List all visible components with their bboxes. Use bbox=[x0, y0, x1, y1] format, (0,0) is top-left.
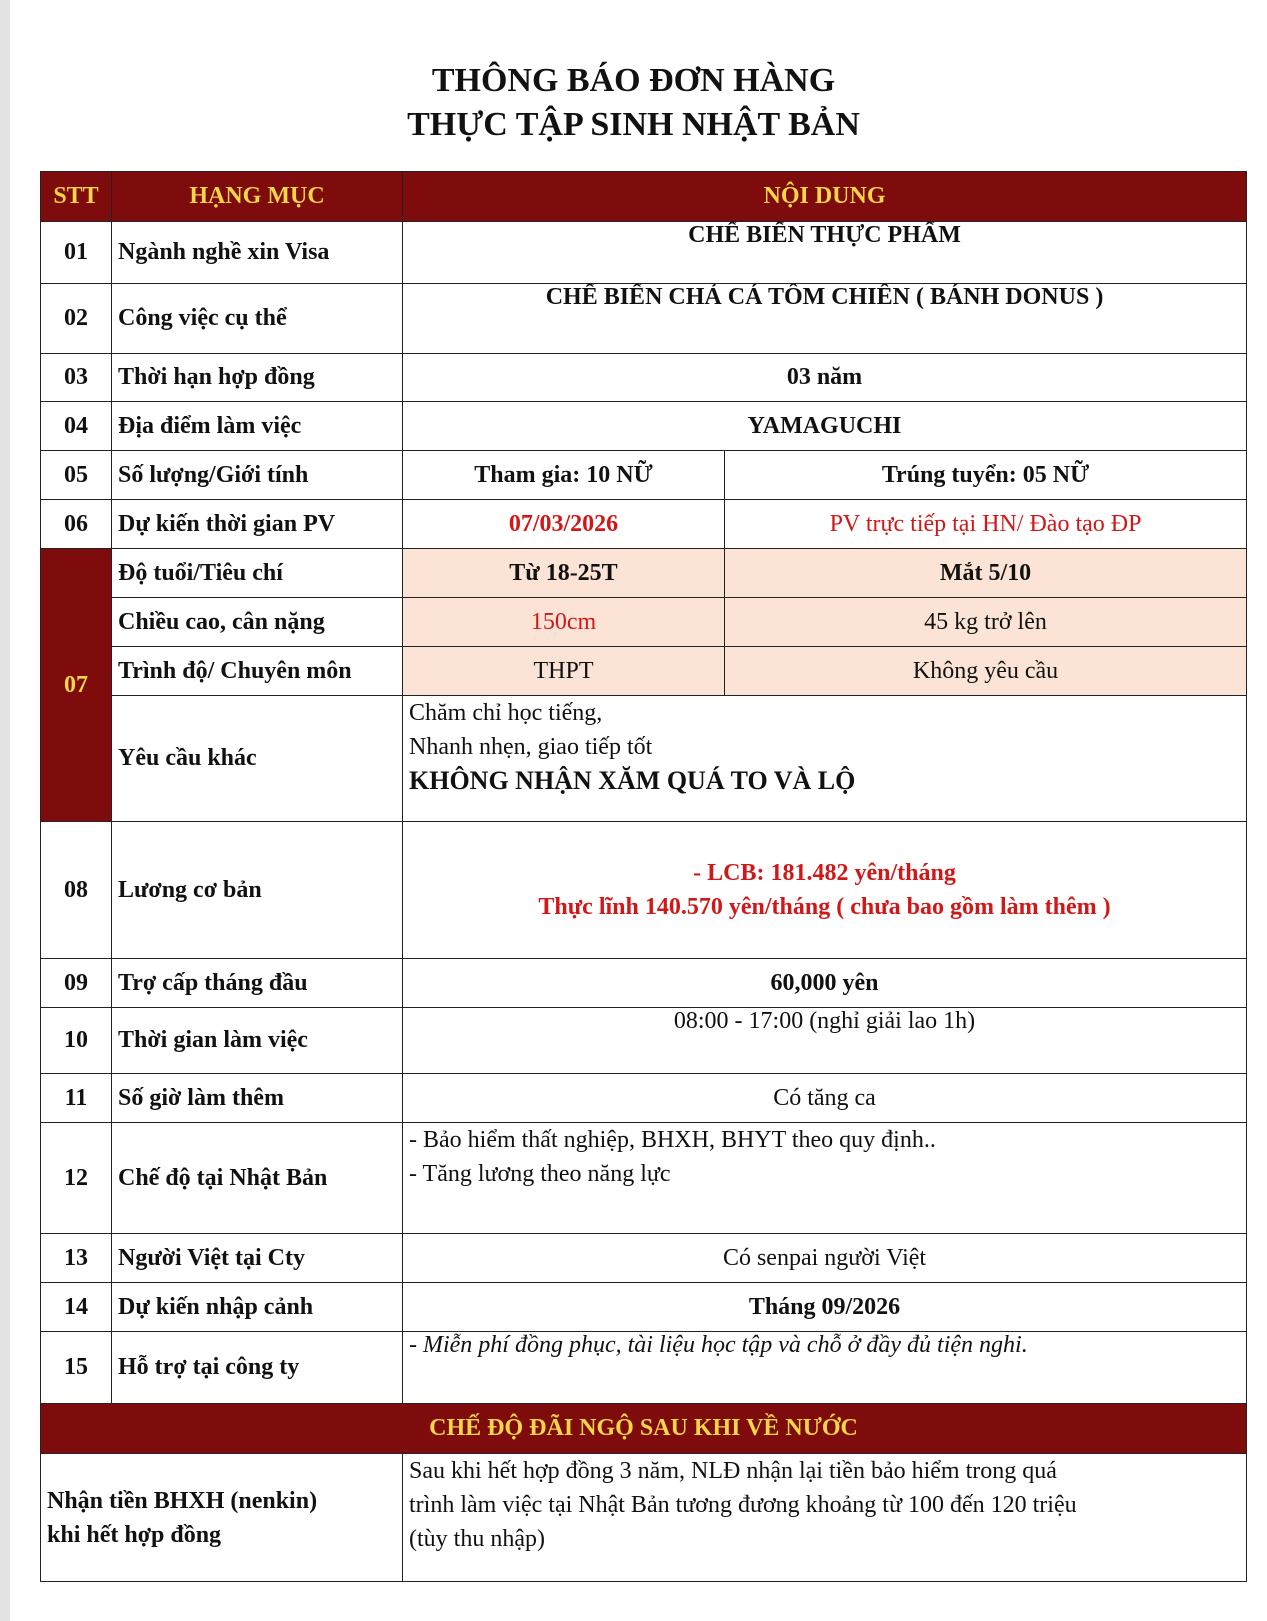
row-label: Lương cơ bản bbox=[112, 822, 403, 959]
benefit-line: - Bảo hiểm thất nghiệp, BHXH, BHYT theo quy định.. bbox=[409, 1127, 936, 1153]
table-row bbox=[41, 500, 1247, 549]
row-value-right: Trúng tuyển: 05 NỮ bbox=[725, 451, 1247, 500]
salary-info bbox=[403, 822, 1247, 959]
description-line: trình làm việc tại Nhật Bản tương đương khoảng từ 100 đến 120 triệu bbox=[409, 1492, 1077, 1518]
table-header-row bbox=[41, 172, 1247, 222]
table-row bbox=[41, 822, 1247, 959]
row-value-left: Tham gia: 10 NỮ bbox=[403, 451, 725, 500]
interview-date: 07/03/2026 bbox=[403, 500, 725, 549]
table-row bbox=[41, 451, 1247, 500]
table-row bbox=[41, 1008, 1247, 1074]
row-label: Chế độ tại Nhật Bản bbox=[112, 1123, 403, 1234]
page-title-line2: THỰC TẬP SINH NHẬT BẢN bbox=[407, 106, 860, 143]
height-value: 150cm bbox=[403, 598, 725, 647]
row-value: Có senpai người Việt bbox=[403, 1234, 1247, 1283]
row-label: Địa điểm làm việc bbox=[112, 402, 403, 451]
row-number: 15 bbox=[41, 1332, 112, 1404]
row-number: 10 bbox=[41, 1008, 112, 1074]
row-number: 14 bbox=[41, 1283, 112, 1332]
nenkin-description bbox=[403, 1454, 1247, 1582]
label-line: Nhận tiền BHXH (nenkin) bbox=[47, 1487, 318, 1514]
row-value: CHẾ BIẾN THỰC PHẨM bbox=[403, 222, 1247, 284]
description-line: (tùy thu nhập) bbox=[409, 1526, 545, 1552]
row-number: 03 bbox=[41, 354, 112, 402]
row-label: Người Việt tại Cty bbox=[112, 1234, 403, 1283]
row-number: 05 bbox=[41, 451, 112, 500]
row-number: 01 bbox=[41, 222, 112, 284]
table-row bbox=[41, 598, 1247, 647]
table-row bbox=[41, 1123, 1247, 1234]
table-row bbox=[41, 959, 1247, 1008]
section-title: CHẾ ĐỘ ĐÃI NGỘ SAU KHI VỀ NƯỚC bbox=[41, 1404, 1247, 1454]
header-stt: STT bbox=[41, 172, 112, 222]
table-row bbox=[41, 402, 1247, 451]
row-label: Độ tuổi/Tiêu chí bbox=[112, 549, 403, 598]
row-value: YAMAGUCHI bbox=[403, 402, 1247, 451]
row-number: 09 bbox=[41, 959, 112, 1008]
row-label: Hỗ trợ tại công ty bbox=[112, 1332, 403, 1404]
left-edge-bar bbox=[0, 0, 10, 1621]
table-row bbox=[41, 1074, 1247, 1123]
row-label: Yêu cầu khác bbox=[112, 696, 403, 822]
row-value-left: THPT bbox=[403, 647, 725, 696]
table-row bbox=[41, 549, 1247, 598]
row-label: Dự kiến thời gian PV bbox=[112, 500, 403, 549]
row-label: Số lượng/Giới tính bbox=[112, 451, 403, 500]
row-number: 12 bbox=[41, 1123, 112, 1234]
row-number: 04 bbox=[41, 402, 112, 451]
order-info-table bbox=[40, 171, 1247, 1582]
table-row bbox=[41, 354, 1247, 402]
row-number-07: 07 bbox=[41, 549, 112, 822]
requirement-line-bold: KHÔNG NHẬN XĂM QUÁ TO VÀ LỘ bbox=[409, 766, 856, 795]
row-number: 13 bbox=[41, 1234, 112, 1283]
row-label: Trợ cấp tháng đầu bbox=[112, 959, 403, 1008]
description-line: Sau khi hết hợp đồng 3 năm, NLĐ nhận lại tiền bảo hiểm trong quá bbox=[409, 1458, 1057, 1484]
row-value: Tháng 09/2026 bbox=[403, 1283, 1247, 1332]
row-value: - Miễn phí đồng phục, tài liệu học tập và chỗ ở đầy đủ tiện nghi. bbox=[403, 1332, 1247, 1404]
table-row bbox=[41, 647, 1247, 696]
row-value-right: Mắt 5/10 bbox=[725, 549, 1247, 598]
requirement-line: Nhanh nhẹn, giao tiếp tốt bbox=[409, 734, 653, 760]
row-number: 11 bbox=[41, 1074, 112, 1123]
nenkin-label bbox=[41, 1454, 403, 1582]
section-header-row bbox=[41, 1404, 1247, 1454]
table-row bbox=[41, 222, 1247, 284]
table-row bbox=[41, 1283, 1247, 1332]
page-title-line1: THÔNG BÁO ĐƠN HÀNG bbox=[431, 62, 836, 99]
label-line: khi hết hợp đồng bbox=[47, 1521, 222, 1548]
row-label: Công việc cụ thể bbox=[112, 284, 403, 354]
row-value: 08:00 - 17:00 (nghỉ giải lao 1h) bbox=[403, 1008, 1247, 1074]
row-value: 60,000 yên bbox=[403, 959, 1247, 1008]
japan-benefits bbox=[403, 1123, 1247, 1234]
row-label: Ngành nghề xin Visa bbox=[112, 222, 403, 284]
base-salary: - LCB: 181.482 yên/tháng bbox=[693, 860, 956, 886]
header-category: HẠNG MỤC bbox=[112, 172, 403, 222]
table-row bbox=[41, 1234, 1247, 1283]
table-row bbox=[41, 1454, 1247, 1582]
row-label: Chiều cao, cân nặng bbox=[112, 598, 403, 647]
header-content: NỘI DUNG bbox=[403, 172, 1247, 222]
table-row bbox=[41, 1332, 1247, 1404]
row-number: 02 bbox=[41, 284, 112, 354]
interview-method: PV trực tiếp tại HN/ Đào tạo ĐP bbox=[725, 500, 1247, 549]
benefit-line: - Tăng lương theo năng lực bbox=[409, 1161, 671, 1187]
weight-value: 45 kg trở lên bbox=[725, 598, 1247, 647]
row-value: CHẾ BIẾN CHẢ CÁ TÔM CHIÊN ( BÁNH DONUS ) bbox=[403, 284, 1247, 354]
row-label: Trình độ/ Chuyên môn bbox=[112, 647, 403, 696]
other-requirements bbox=[403, 696, 1247, 822]
net-salary: Thực lĩnh 140.570 yên/tháng ( chưa bao gồm làm thêm ) bbox=[538, 894, 1111, 920]
row-value: 03 năm bbox=[403, 354, 1247, 402]
table-row bbox=[41, 284, 1247, 354]
row-value-right: Không yêu cầu bbox=[725, 647, 1247, 696]
row-number: 06 bbox=[41, 500, 112, 549]
row-number: 08 bbox=[41, 822, 112, 959]
row-value: Có tăng ca bbox=[403, 1074, 1247, 1123]
row-label: Thời hạn hợp đồng bbox=[112, 354, 403, 402]
requirement-line: Chăm chỉ học tiếng, bbox=[409, 700, 603, 726]
row-value-left: Từ 18-25T bbox=[403, 549, 725, 598]
row-label: Thời gian làm việc bbox=[112, 1008, 403, 1074]
row-label: Số giờ làm thêm bbox=[112, 1074, 403, 1123]
table-row bbox=[41, 696, 1247, 822]
row-label: Dự kiến nhập cảnh bbox=[112, 1283, 403, 1332]
